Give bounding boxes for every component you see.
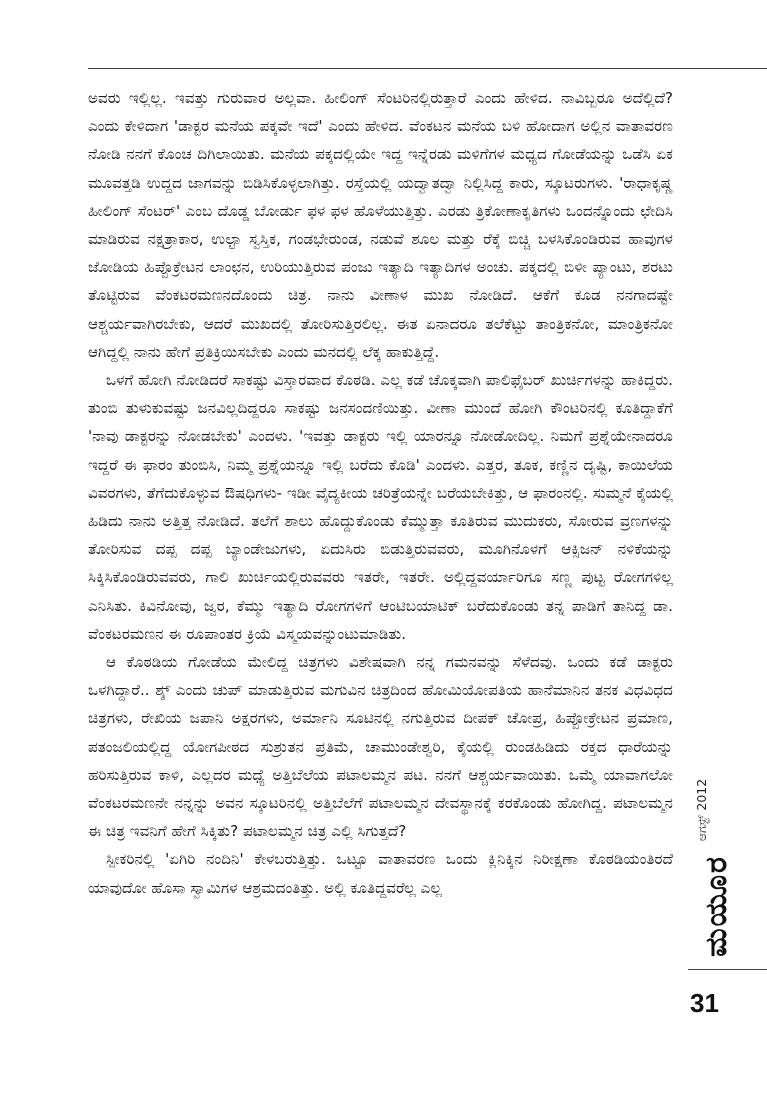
page-number: 31: [690, 988, 719, 1018]
magazine-masthead: [690, 848, 734, 964]
issue-date-text: [690, 775, 714, 845]
side-rule: [688, 969, 767, 970]
issue-year: 2012: [694, 778, 709, 811]
paragraph-1: ಅವರು ಇಲ್ಲಿಲ್ಲ. ಇವತ್ತು ಗುರುವಾರ ಅಲ್ಲವಾ. ಹೀಲಿಂಗ್ ಸೆಂಟರಿನಲ್ಲಿರುತ್ತಾರೆ ಎಂದು ಹೇಳಿದ. ನಾವಿಬ್ಬರೂ ಅದೆಲ್ಲಿದೆ? ಎಂದು ಕೇಳಿದಾಗ 'ಡಾಕ್ಟರ ಮನೆಯ ಪಕ್ಕವೇ ಇದೆ' ಎಂದು ಹೇಳಿದ. ವೆಂಕಟನ ಮನೆಯ ಬಳಿ ಹೋದಾಗ ಅಲ್ಲಿನ ವಾತಾವರಣ ನೋಡಿ ನನಗೆ ಕೊಂಚ ದಿಗಿಲಾಯಿತು. ಮನೆಯ ಪಕ್ಕದಲ್ಲಿಯೇ ಇದ್ದ ಇನ್ನೆರಡು ಮಳಿಗೆಗಳ ಮಧ್ಯದ ಗೋಡೆಯನ್ನು ಒಡೆಸಿ ಏಕ ಮೂವತ್ತಡಿ ಉದ್ದದ ಜಾಗವನ್ನು ಬಿಡಿಸಿಕೊಳ್ಳಲಾಗಿತ್ತು. ರಸ್ತೆಯಲ್ಲಿ ಯದ್ವಾತದ್ವಾ ನಿಲ್ಲಿಸಿದ್ದ ಕಾರು, ಸ್ಕೂಟರುಗಳು. 'ರಾಧಾಕೃಷ್ಣ ಹೀಲಿಂಗ್ ಸೆಂಟರ್' ಎಂಬ ದೊಡ್ಡ ಬೋರ್ಡು ಫಳ ಫಳ ಹೊಳೆಯುತ್ತಿತ್ತು. ಎರಡು ತ್ರಿಕೋಣಾಕೃತಿಗಳು ಒಂದನ್ನೊಂದು ಛೇದಿಸಿ ಮಾಡಿರುವ ನಕ್ಷತ್ರಾಕಾರ, ಉಲ್ಟಾ ಸ್ವಸ್ತಿಕ, ಗಂಡಭೇರುಂಡ, ನಡುವೆ ಶೂಲ ಮತ್ತು ರೆಕ್ಕೆ ಬಿಚ್ಚಿ ಬಳಸಿಕೊಂಡಿರುವ ಹಾವುಗಳ ಜೋಡಿಯ ಹಿಪ್ಪೊಕ್ರೇಟನ ಲಾಂಛನ, ಉರಿಯುತ್ತಿರುವ ಪಂಜು ಇತ್ಯಾದಿ ಇತ್ಯಾದಿಗಳ ಅಂಚು. ಪಕ್ಕದಲ್ಲಿ ಬಿಳೀ ಪ್ಯಾಂಟು, ಶರಟು ತೊಟ್ಟಿರುವ ವೆಂಕಟರಮಣನದೊಂದು ಚಿತ್ರ. ನಾನು ವೀಣಾಳ ಮುಖ ನೋಡಿದೆ. ಆಕೆಗೆ ಕೂಡ ನನಗಾದಷ್ಟೇ ಆಶ್ಚರ್ಯವಾಗಿರಬೇಕು, ಆದರೆ ಮುಖದಲ್ಲಿ ತೋರಿಸುತ್ತಿರಲಿಲ್ಲ. ಈತ ಏನಾದರೂ ತಲೆಕೆಟ್ಟು ತಾಂತ್ರಿಕನೋ, ಮಾಂತ್ರಿಕನೋ ಆಗಿದ್ದಲ್ಲಿ ನಾನು ಹೇಗೆ ಪ್ರತಿಕ್ರಿಯಿಸಬೇಕು ಎಂದು ಮನದಲ್ಲಿ ಲೆಕ್ಕ ಹಾಕುತ್ತಿದ್ದೆ.: [88, 89, 673, 361]
magazine-logo: ಮಯೂರ: [699, 855, 734, 957]
issue-month: ಆಗಸ್ಟ್: [694, 814, 709, 842]
issue-date: [690, 775, 714, 845]
top-rule: [88, 68, 767, 69]
paragraph-2: ಒಳಗೆ ಹೋಗಿ ನೋಡಿದರೆ ಸಾಕಷ್ಟು ವಿಸ್ತಾರವಾದ ಕೊಠಡಿ. ಎಲ್ಲ ಕಡೆ ಚೊಕ್ಕವಾಗಿ ಪಾಲಿಫೈಬರ್ ಖುರ್ಚಿಗಳನ್ನು ಹಾಕಿದ್ದರು. ತುಂಬಿ ತುಳುಕುವಷ್ಟು ಜನವಿಲ್ಲದಿದ್ದರೂ ಸಾಕಷ್ಟು ಜನಸಂದಣಿಯಿತ್ತು. ವೀಣಾ ಮುಂದೆ ಹೋಗಿ ಕೌಂಟರಿನಲ್ಲಿ ಕೂತಿದ್ದಾಕೆಗೆ 'ನಾವು ಡಾಕ್ಟರನ್ನು ನೋಡಬೇಕು' ಎಂದಳು. 'ಇವತ್ತು ಡಾಕ್ಟರು ಇಲ್ಲಿ ಯಾರನ್ನೂ ನೋಡೋದಿಲ್ಲ. ನಿಮಗೆ ಪ್ರಶ್ನೆಯೇನಾದರೂ ಇದ್ದರೆ ಈ ಫಾರಂ ತುಂಬಿಸಿ, ನಿಮ್ಮ ಪ್ರಶ್ನೆಯನ್ನೂ ಇಲ್ಲಿ ಬರೆದು ಕೊಡಿ' ಎಂದಳು. ಎತ್ತರ, ತೂಕ, ಕಣ್ಣಿನ ದೃಷ್ಟಿ, ಕಾಯಿಲೆಯ ವಿವರಗಳು, ತೆಗೆದುಕೊಳ್ಳುವ ಔಷಧಿಗಳು- ಇಡೀ ವೈದ್ಯಕೀಯ ಚರಿತ್ರೆಯನ್ನೇ ಬರೆಯಬೇಕಿತ್ತು, ಆ ಫಾರಂನಲ್ಲಿ. ಸುಮ್ಮನೆ ಕೈಯಲ್ಲಿ ಹಿಡಿದು ನಾನು ಅತ್ತಿತ್ತ ನೋಡಿದೆ. ತಲೆಗೆ ಶಾಲು ಹೊದ್ದುಕೊಂಡು ಕೆಮ್ಮುತ್ತಾ ಕೂತಿರುವ ಮುದುಕರು, ಸೋರುವ ವ್ರಣಗಳನ್ನು ತೋರಿಸುವ ದಪ್ಪ ದಪ್ಪ ಬ್ಯಾಂಡೇಜುಗಳು, ಏದುಸಿರು ಬಿಡುತ್ತಿರುವವರು, ಮೂಗಿನೊಳಗೆ ಆಕ್ಸಿಜನ್ ನಳಿಕೆಯನ್ನು ಸಿಕ್ಕಿಸಿಕೊಂಡಿರುವವರು, ಗಾಲಿ ಖುರ್ಚಿಯಲ್ಲಿರುವವರು ಇತರೇ, ಇತರೇ. ಅಲ್ಲಿದ್ದವರ್ಯಾರಿಗೂ ಸಣ್ಣ ಪುಟ್ಟ ರೋಗಗಳಿಲ್ಲ ಎನಿಸಿತು. ಕಿವಿನೋವು, ಜ್ವರ, ಕೆಮ್ಮು ಇತ್ಯಾದಿ ರೋಗಗಳಿಗೆ ಆಂಟಿಬಯಾಟಿಕ್ ಬರೆದುಕೊಂಡು ತನ್ನ ಪಾಡಿಗೆ ತಾನಿದ್ದ ಡಾ. ವೆಂಕಟರಮಣನ ಈ ರೂಪಾಂತರ ಕ್ರಿಯೆ ವಿಸ್ಮಯವನ್ನುಂಟುಮಾಡಿತು.: [88, 371, 673, 643]
paragraph-4: ಸ್ಪೀಕರಿನಲ್ಲಿ 'ಏಗಿರಿ ನಂದಿನಿ' ಕೇಳಬರುತ್ತಿತ್ತು. ಒಟ್ಟೂ ವಾತಾವರಣ ಒಂದು ಕ್ಲಿನಿಕ್ಕಿನ ನಿರೀಕ್ಷಣಾ ಕೊಠಡಿಯಂತಿರದೆ ಯಾವುದೋ ಹೊಸಾ ಸ್ವಾಮಿಗಳ ಆಶ್ರಮದಂತಿತ್ತು. ಅಲ್ಲಿ ಕೂತಿದ್ದವರೆಲ್ಲ ಎಲ್ಲ: [88, 850, 673, 897]
article-body: [88, 84, 673, 902]
paragraph-3: ಆ ಕೊಠಡಿಯ ಗೋಡೆಯ ಮೇಲಿದ್ದ ಚಿತ್ರಗಳು ವಿಶೇಷವಾಗಿ ನನ್ನ ಗಮನವನ್ನು ಸೆಳೆದವು. ಒಂದು ಕಡೆ ಡಾಕ್ಟರು ಒಳಗಿದ್ದಾರೆ.. ಶ್ಶ್ ಎಂದು ಚುಪ್ ಮಾಡುತ್ತಿರುವ ಮಗುವಿನ ಚಿತ್ರದಿಂದ ಹೋಮಿಯೋಪತಿಯ ಹಾನೆಮಾನಿನ ತನಕ ವಿಧವಿಧದ ಚಿತ್ರಗಳು, ರೇಖಿಯ ಜಪಾನಿ ಅಕ್ಷರಗಳು, ಅರ್ಮಾನಿ ಸೂಟಿನಲ್ಲಿ ನಗುತ್ತಿರುವ ದೀಪಕ್ ಚೋಪ್ರ, ಹಿಪ್ಪೋಕ್ರೇಟನ ಪ್ರಮಾಣ, ಪತಂಜಲಿಯಲ್ಲಿದ್ದ ಯೋಗಪೀಠದ ಸುಶ್ರುತನ ಪ್ರತಿಮೆ, ಚಾಮುಂಡೇಶ್ವರಿ, ಕೈಯಲ್ಲಿ ರುಂಡಹಿಡಿದು ರಕ್ತದ ಧಾರೆಯನ್ನು ಹರಿಸುತ್ತಿರುವ ಕಾಳಿ, ಎಲ್ಲದರ ಮಧ್ಯೆ ಅತ್ತಿಬೆಲೆಯ ಪಟಾಲಮ್ಮನ ಪಟ. ನನಗೆ ಆಶ್ಚರ್ಯವಾಯಿತು. ಒಮ್ಮೆ ಯಾವಾಗಲೋ ವೆಂಕಟರಮಣನೇ ನನ್ನನ್ನು ಅವನ ಸ್ಕೂಟರಿನಲ್ಲಿ ಅತ್ತಿಬೆಲೆಗೆ ಪಟಾಲಮ್ಮನ ದೇವಸ್ಥಾನಕ್ಕೆ ಕರಕೊಂಡು ಹೋಗಿದ್ದ. ಪಟಾಲಮ್ಮನ ಈ ಚಿತ್ರ ಇವನಿಗೆ ಹೇಗೆ ಸಿಕ್ಕಿತು? ಪಟಾಲಮ್ಮನ ಚಿತ್ರ ಎಲ್ಲಿ ಸಿಗುತ್ತದೆ?: [88, 653, 673, 841]
